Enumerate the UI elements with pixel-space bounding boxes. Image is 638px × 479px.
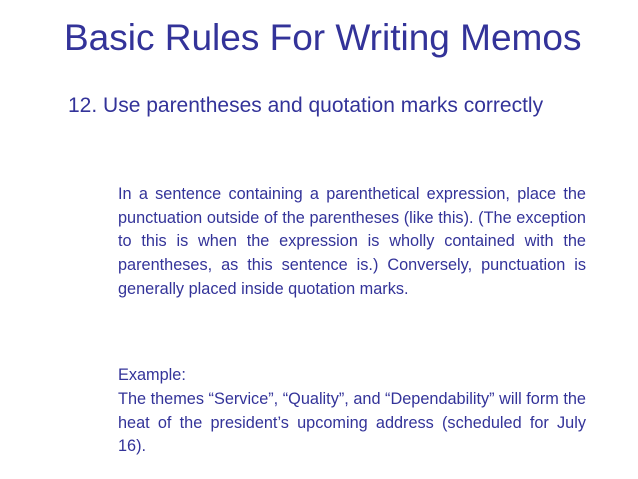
example-text: The themes “Service”, “Quality”, and “Dependability” will form the heat of the president’s upcoming address (scheduled for July 16).	[118, 390, 586, 456]
rule-explanation: In a sentence containing a parenthetical expression, place the punctuation outside of the parentheses (like this). (The exception to this is when the expression is wholly contained with the parentheses, as this sentence is.) Conversely, punctuation is generally placed inside quotation marks.	[118, 185, 586, 298]
example-label: Example:	[118, 366, 186, 384]
rule-heading: 12. Use parentheses and quotation marks correctly	[68, 94, 544, 117]
slide-title: Basic Rules For Writing Memos	[64, 17, 582, 58]
